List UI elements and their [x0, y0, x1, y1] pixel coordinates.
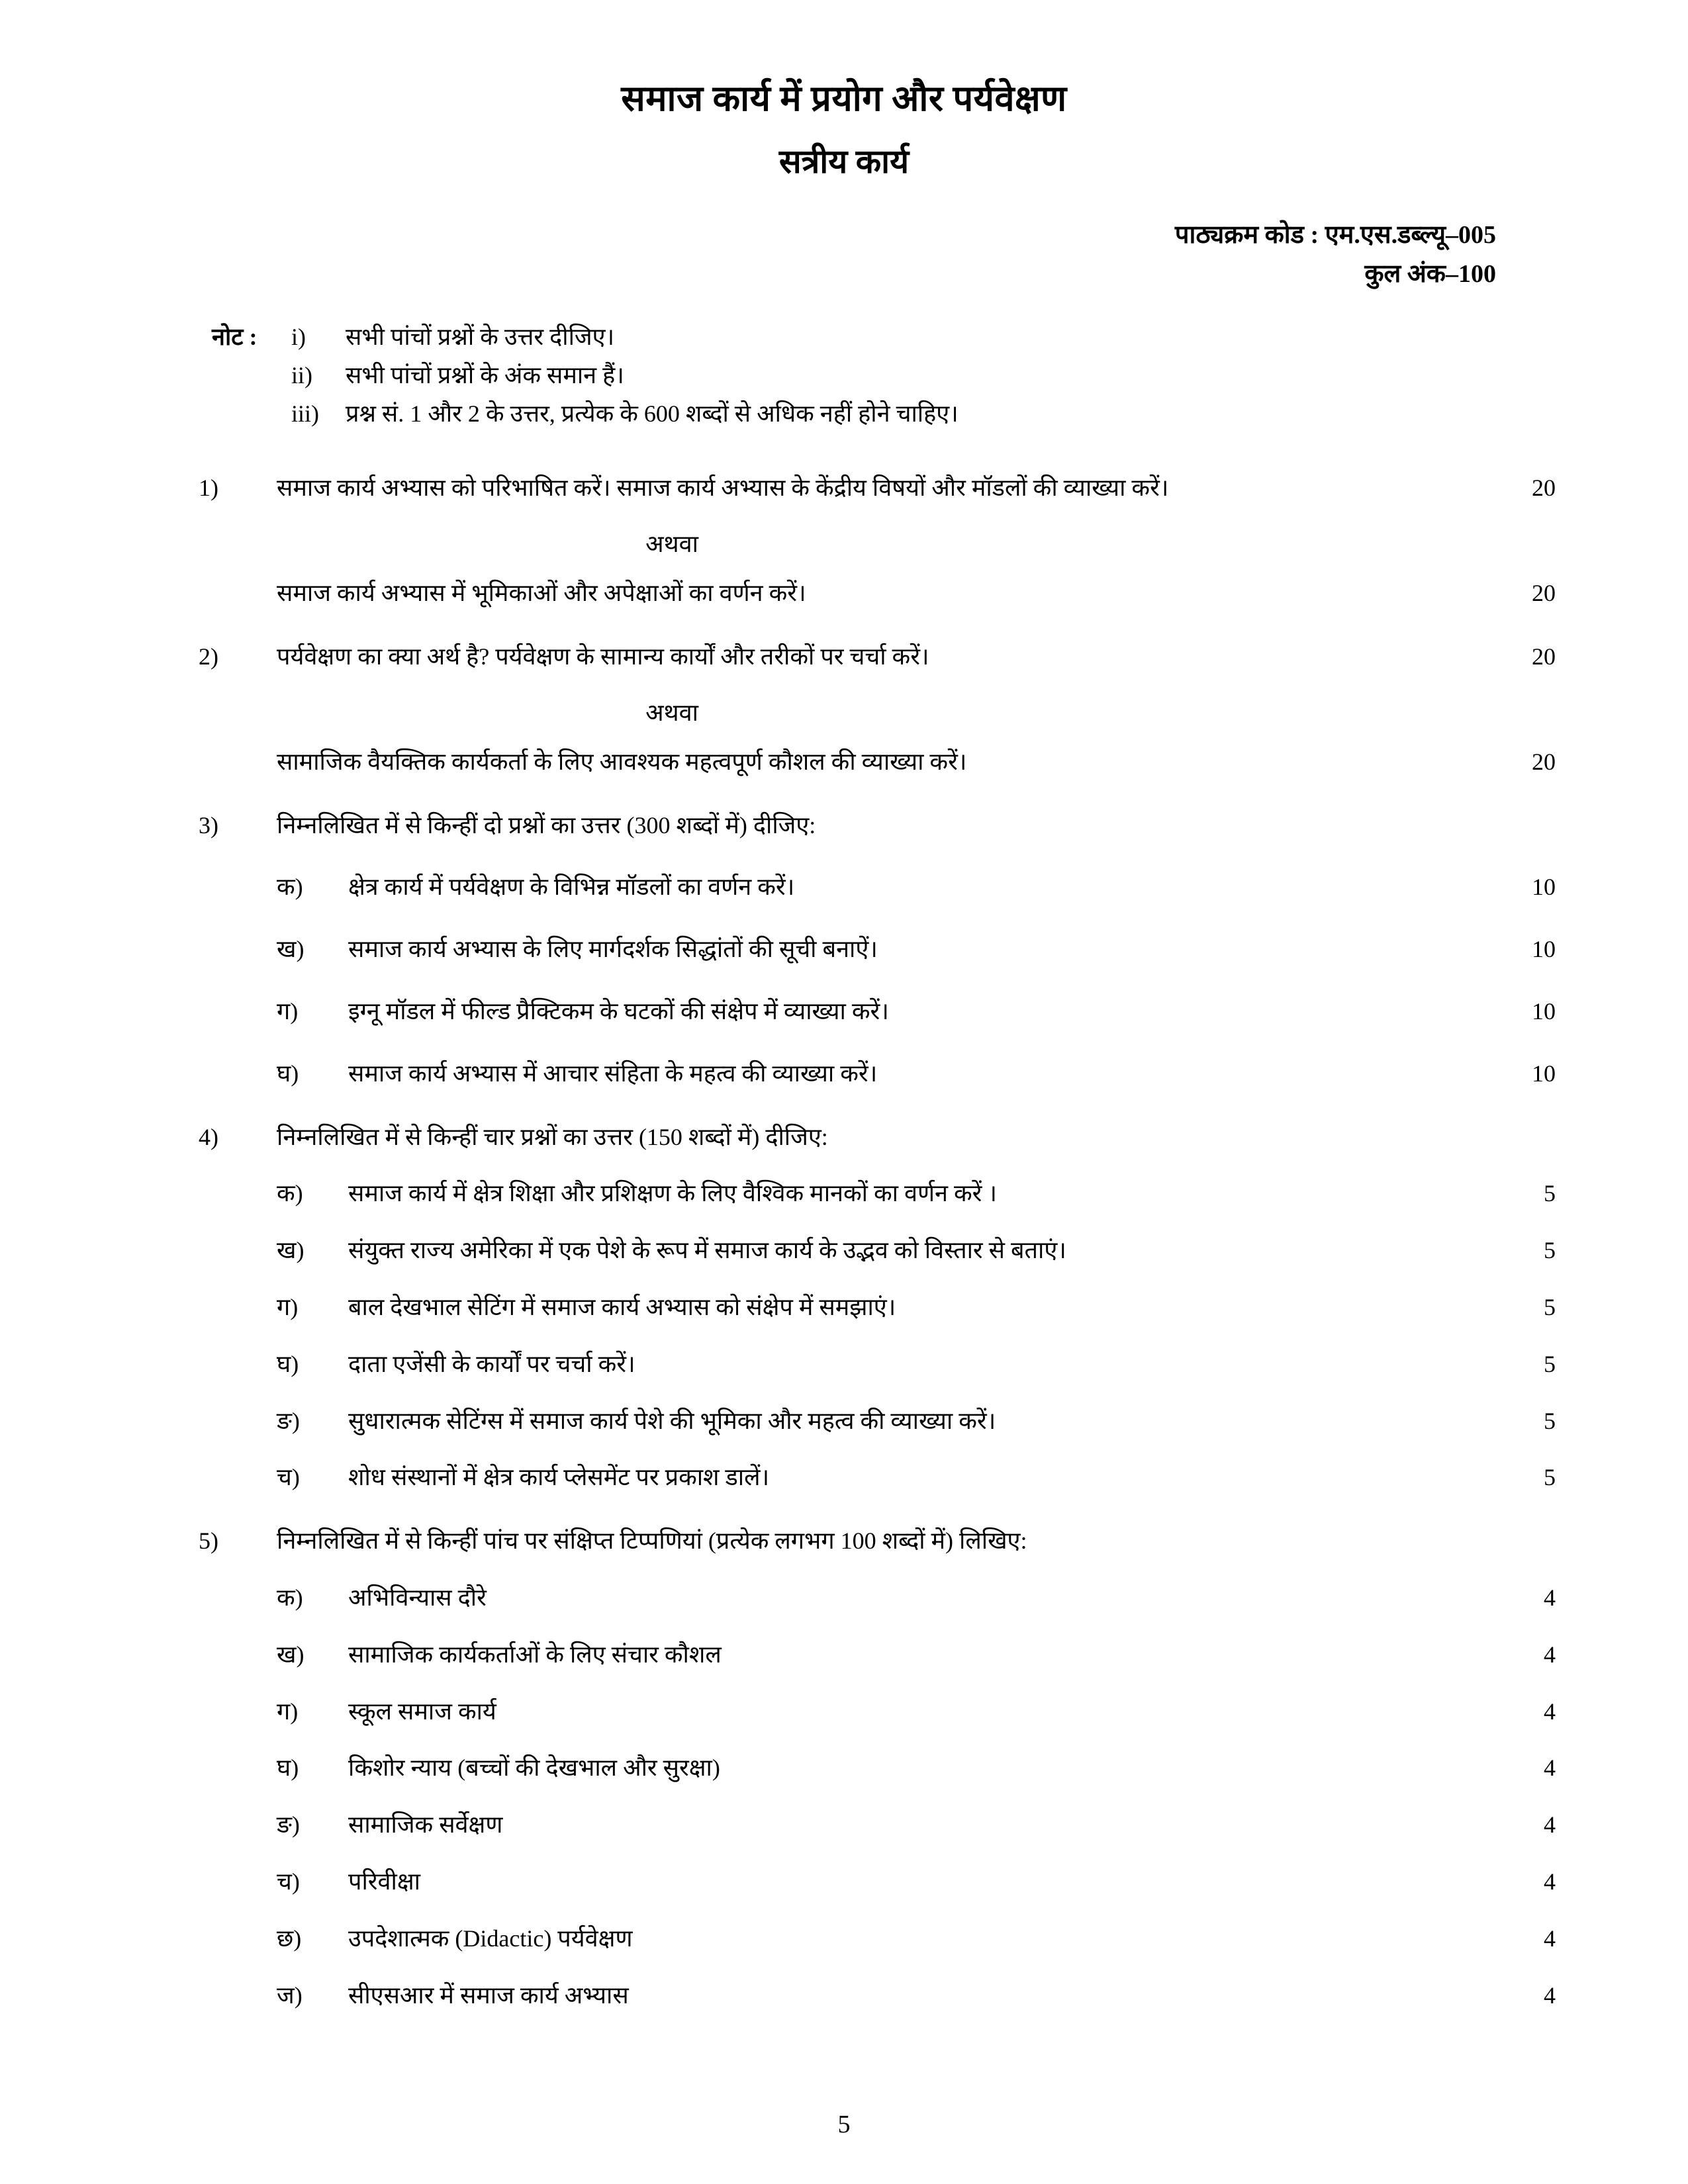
subitem-letter: ङ) — [277, 1407, 300, 1434]
question-list — [0, 470, 1688, 2014]
subitem-row — [199, 1056, 1556, 1093]
subitem-marks: 5 — [1544, 1294, 1556, 1320]
note-item — [212, 318, 1523, 356]
note-block — [0, 318, 1688, 433]
question-number: 1) — [199, 475, 218, 502]
total-marks: कुल अंक–100 — [1364, 259, 1496, 288]
subitem-text: सीएसआर में समाज कार्य अभ्यास — [348, 1981, 629, 2009]
subitem-row — [199, 1580, 1556, 1617]
subitem-text: शोध संस्थानों में क्षेत्र कार्य प्लेसमेंट पर प्रकाश डालें। — [348, 1464, 770, 1491]
subitem-marks: 5 — [1544, 1464, 1556, 1491]
subitem-marks: 5 — [1544, 1180, 1556, 1207]
alternative-marks: 20 — [1532, 580, 1556, 607]
subitem-text: सामाजिक कार्यकर्ताओं के लिए संचार कौशल — [348, 1641, 722, 1668]
subitem-marks: 4 — [1544, 1868, 1556, 1895]
alternative-text: समाज कार्य अभ्यास में भूमिकाओं और अपेक्षाओं का वर्णन करें। — [277, 580, 806, 607]
subitem-row — [199, 1864, 1556, 1901]
subitem-letter: छ) — [277, 1925, 302, 1952]
question-marks: 20 — [1532, 643, 1556, 670]
subitem-letter: ज) — [277, 1981, 303, 2009]
subitem-row — [199, 993, 1556, 1030]
question-text: निम्नलिखित में से किन्हीं दो प्रश्नों का उत्तर (300 शब्दों में) दीजिए: — [277, 811, 816, 839]
note-item — [212, 394, 1523, 433]
subitem-marks: 10 — [1532, 936, 1556, 963]
subitem-row — [199, 1175, 1556, 1212]
note-numeral: ii) — [291, 361, 312, 388]
subitem-letter: ङ) — [277, 1811, 300, 1839]
subitem-marks: 4 — [1544, 1811, 1556, 1839]
subitem-letter: च) — [277, 1464, 300, 1491]
subitem-letter: ग) — [277, 1698, 299, 1725]
subitem-text: उपदेशात्मक (Didactic) पर्यवेक्षण — [348, 1925, 633, 1952]
subitem-row — [199, 1978, 1556, 2015]
alternative-text: सामाजिक वैयक्तिक कार्यकर्ता के लिए आवश्यक महत्वपूर्ण कौशल की व्याख्या करें। — [277, 748, 967, 775]
page-title: समाज कार्य में प्रयोग और पर्यवेक्षण — [621, 79, 1067, 118]
subitem-letter: ख) — [277, 936, 305, 963]
subitem-text: स्कूल समाज कार्य — [348, 1698, 496, 1725]
subitem-marks: 5 — [1544, 1350, 1556, 1377]
subitem-text: बाल देखभाल सेटिंग में समाज कार्य अभ्यास को संक्षेप में समझाएं। — [348, 1294, 896, 1320]
subitem-letter: ख) — [277, 1641, 305, 1668]
note-text: सभी पांचों प्रश्नों के अंक समान हैं। — [346, 361, 624, 388]
alternative-separator: अथवा — [645, 531, 698, 558]
subitem-marks: 10 — [1532, 998, 1556, 1025]
question-number: 2) — [199, 643, 218, 670]
subitem-text: क्षेत्र कार्य में पर्यवेक्षण के विभिन्न मॉडलों का वर्णन करें। — [348, 874, 795, 901]
subitem-text: किशोर न्याय (बच्चों की देखभाल और सुरक्षा) — [348, 1754, 720, 1782]
subitem-letter: ख) — [277, 1237, 305, 1264]
subitem-letter: क) — [277, 1180, 303, 1207]
subitem-marks: 4 — [1544, 1981, 1556, 2009]
subitem-row — [199, 1232, 1556, 1269]
subitem-text: सामाजिक सर्वेक्षण — [348, 1811, 503, 1839]
subitem-marks: 5 — [1544, 1237, 1556, 1264]
subitem-text: सुधारात्मक सेटिंग्स में समाज कार्य पेशे की भूमिका और महत्व की व्याख्या करें। — [348, 1407, 996, 1434]
subitem-marks: 10 — [1532, 1060, 1556, 1087]
question-number: 4) — [199, 1123, 218, 1150]
course-meta — [0, 216, 1688, 294]
question-row — [199, 470, 1556, 507]
subitem-letter: घ) — [277, 1754, 299, 1782]
subitem-letter: ग) — [277, 1294, 299, 1320]
subitem-row — [199, 869, 1556, 906]
note-numeral: i) — [291, 323, 306, 350]
page-number: 5 — [837, 2111, 851, 2138]
note-numeral: iii) — [291, 400, 319, 428]
note-item — [212, 356, 1523, 394]
subitem-letter: क) — [277, 1584, 303, 1611]
subitem-row — [199, 1694, 1556, 1731]
subitem-letter: ग) — [277, 998, 299, 1025]
question-row — [199, 1523, 1556, 1560]
question-number: 5) — [199, 1527, 218, 1555]
subitem-row — [199, 1750, 1556, 1787]
question-text: निम्नलिखित में से किन्हीं पांच पर संक्षिप्त टिप्पणियां (प्रत्येक लगभग 100 शब्दों में) लिखिए: — [277, 1527, 1027, 1555]
subitem-marks: 4 — [1544, 1641, 1556, 1668]
subitem-row — [199, 1289, 1556, 1326]
subitem-row — [199, 1637, 1556, 1674]
subitem-text: परिवीक्षा — [348, 1868, 420, 1895]
subitem-text: समाज कार्य में क्षेत्र शिक्षा और प्रशिक्षण के लिए वैश्विक मानकों का वर्णन करें । — [348, 1180, 997, 1207]
question-number: 3) — [199, 811, 218, 839]
subitem-marks: 4 — [1544, 1584, 1556, 1611]
page-subtitle: सत्रीय कार्य — [778, 142, 910, 180]
question-marks: 20 — [1532, 475, 1556, 502]
question-text: पर्यवेक्षण का क्या अर्थ है? पर्यवेक्षण के सामान्य कार्यों और तरीकों पर चर्चा करें। — [277, 643, 929, 670]
subitem-text: समाज कार्य अभ्यास में आचार संहिता के महत्व की व्याख्या करें। — [348, 1060, 878, 1087]
subitem-row — [199, 1807, 1556, 1844]
note-text: प्रश्न सं. 1 और 2 के उत्तर, प्रत्येक के 600 शब्दों से अधिक नहीं होने चाहिए। — [346, 400, 959, 428]
note-text: सभी पांचों प्रश्नों के उत्तर दीजिए। — [346, 323, 615, 350]
subitem-letter: घ) — [277, 1060, 299, 1087]
subitem-text: दाता एजेंसी के कार्यों पर चर्चा करें। — [348, 1350, 635, 1377]
alternative-marks: 20 — [1532, 748, 1556, 775]
subitem-row — [199, 1921, 1556, 1958]
subitem-letter: क) — [277, 874, 303, 901]
alternative-row — [199, 744, 1556, 781]
subitem-text: इग्नू मॉडल में फील्ड प्रैक्टिकम के घटकों की संक्षेप में व्याख्या करें। — [348, 998, 889, 1025]
question-row — [199, 807, 1556, 844]
alternative-separator: अथवा — [645, 699, 698, 726]
subitem-marks: 4 — [1544, 1698, 1556, 1725]
note-label: नोट : — [212, 323, 258, 350]
subitem-row — [199, 1403, 1556, 1440]
subitem-marks: 5 — [1544, 1407, 1556, 1434]
course-code: पाठ्यक्रम कोड : एम.एस.डब्ल्यू–005 — [1174, 220, 1496, 249]
subitem-letter: घ) — [277, 1350, 299, 1377]
subitem-text: अभिविन्यास दौरे — [348, 1584, 487, 1611]
subitem-row — [199, 931, 1556, 968]
subitem-marks: 4 — [1544, 1754, 1556, 1782]
subitem-row — [199, 1459, 1556, 1496]
subitem-text: समाज कार्य अभ्यास के लिए मार्गदर्शक सिद्धांतों की सूची बनाऐं। — [348, 936, 878, 963]
subitem-row — [199, 1346, 1556, 1383]
question-text: निम्नलिखित में से किन्हीं चार प्रश्नों का उत्तर (150 शब्दों में) दीजिए: — [277, 1123, 828, 1150]
alternative-row — [199, 575, 1556, 612]
question-text: समाज कार्य अभ्यास को परिभाषित करें। समाज कार्य अभ्यास के केंद्रीय विषयों और मॉडलों की व्याख्या करें। — [277, 475, 1169, 502]
question-row — [199, 1119, 1556, 1156]
subitem-marks: 4 — [1544, 1925, 1556, 1952]
subitem-marks: 10 — [1532, 874, 1556, 901]
question-row — [199, 639, 1556, 676]
subitem-text: संयुक्त राज्य अमेरिका में एक पेशे के रूप में समाज कार्य के उद्भव को विस्तार से बताएं। — [348, 1237, 1066, 1264]
subitem-letter: च) — [277, 1868, 300, 1895]
